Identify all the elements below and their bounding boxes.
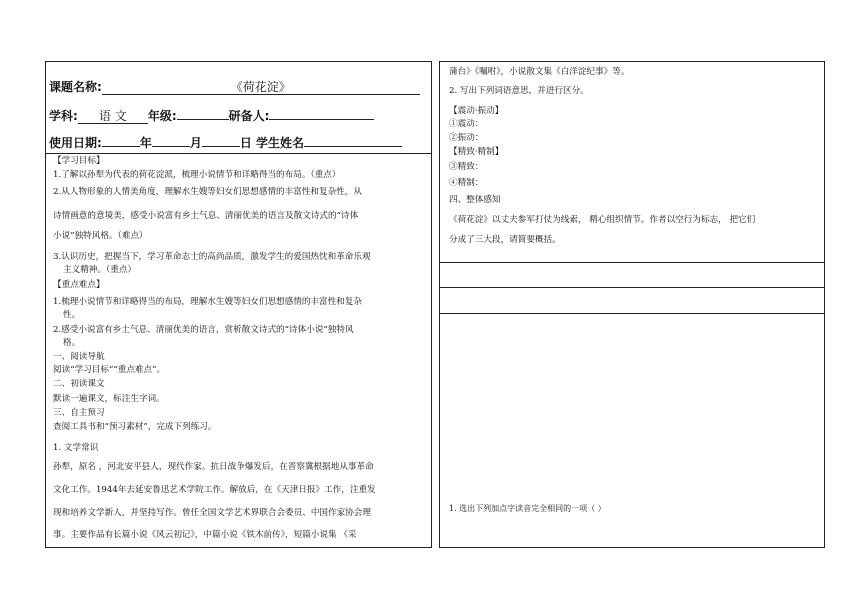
grade-field [177, 105, 229, 120]
right-line: 分成了三大段，请简要概括。 [449, 235, 561, 245]
date-row [49, 132, 402, 151]
day-field [202, 132, 240, 147]
left-line: 格。 [63, 338, 81, 348]
left-line: 1.梳理小说情节和详略得当的布局，理解水生嫂等妇女们思想感情的丰富性和复杂 [53, 297, 362, 307]
right-panel [439, 61, 825, 548]
left-line: 【重点难点】 [53, 280, 105, 290]
left-line: 孙犁，原名 ，河北安平县人，现代作家。抗日战争爆发后，在晋察冀根据地从事革命 [53, 462, 374, 472]
title-row [49, 78, 420, 95]
left-line: 2.从人物形象的人情美角度，理解水生嫂等妇女们思想感情的丰富性和复杂性，从 [53, 187, 362, 197]
left-line: 小说”独特风格。（难点） [53, 231, 148, 241]
preparer-field [269, 105, 374, 120]
header-divider [45, 153, 432, 154]
year-char: 年 [139, 136, 152, 150]
right-line: 【精致·精制】 [449, 147, 504, 157]
left-line: 诗情画意的意境美，感受小说富有乡土气息、清丽优美的语言及散文诗式的“诗体 [53, 211, 359, 221]
left-line: 现和培养文学新人，并坚持写作。曾任全国文学艺术界联合会委员、中国作家协会理 [53, 508, 371, 518]
grade-label: 年级: [147, 109, 177, 123]
month-field [152, 132, 190, 147]
right-line: 2. 写出下列词语意思，并进行区分。 [449, 86, 589, 96]
left-line: 1. 文学常识 [53, 443, 99, 453]
right-line: ①震动： [449, 119, 484, 129]
title-value: 《荷花淀》 [230, 80, 291, 94]
date-label: 使用日期: [49, 136, 102, 150]
left-line: 事。主要作品有长篇小说《风云初记》，中篇小说《铁木前传》，短篇小说集 《采 [53, 530, 357, 540]
subject-value: 语 文 [98, 109, 127, 123]
left-line: 性。 [63, 310, 81, 320]
left-line: 2.感受小说富有乡土气息、清丽优美的语言，赏析散文诗式的“诗体小说”独特风 [53, 325, 354, 335]
year-field [102, 132, 140, 147]
title-label: 课题名称: [49, 80, 102, 94]
left-line: 主义精神。（重点） [63, 265, 137, 275]
left-line: 阅读“学习目标”“重点难点”。 [53, 365, 166, 375]
left-line: 文化工作。1944年去延安鲁迅艺术学院工作。解放后，在《天津日报》工作，注重发 [53, 485, 376, 495]
left-line: 默读一遍课文，标注生字词。 [53, 394, 165, 404]
left-line: 3.认识历史，把握当下，学习革命志士的高尚品质，激发学生的爱国热忱和革命乐观 [53, 252, 371, 262]
day-char: 日 [239, 136, 252, 150]
right-divider [439, 313, 825, 314]
right-divider [439, 262, 825, 263]
right-line: ②振动： [449, 133, 484, 143]
left-line: 三、自主预习 [53, 408, 105, 418]
right-line: 四、整体感知 [449, 195, 501, 205]
left-line: 查阅工具书和“预习素材”，完成下列练习。 [53, 422, 217, 432]
right-line: 【震动·振动】 [449, 106, 504, 116]
right-line: 《荷花淀》以丈夫参军打仗为线索， 精心组织情节。作者以空行为标志， 把它们 [449, 215, 756, 225]
left-line: 【学习目标】 [53, 156, 105, 166]
right-divider [439, 287, 825, 288]
left-line: 二、初读课文 [53, 379, 105, 389]
preparer-label: 研备人: [228, 109, 270, 123]
right-line: 蒲台》《嘱咐》，小说散文集《白洋淀纪事》等。 [449, 67, 630, 77]
month-char: 月 [189, 136, 202, 150]
left-line: 1.了解以孙犁为代表的荷花淀派，梳理小说情节和详略得当的布局。（重点） [53, 170, 341, 180]
right-line: ③精致： [449, 162, 484, 172]
subject-field [78, 109, 148, 124]
left-line: 一、阅读导航 [53, 352, 105, 362]
right-line: ④精制： [449, 178, 484, 188]
title-field [102, 80, 420, 95]
student-field [304, 132, 402, 147]
question-line: 1. 选出下列加点字读音完全相同的一项（ ） [449, 504, 606, 513]
subject-label: 学科: [49, 109, 78, 123]
student-label: 学生姓名 [256, 136, 305, 150]
subject-row [49, 105, 374, 124]
